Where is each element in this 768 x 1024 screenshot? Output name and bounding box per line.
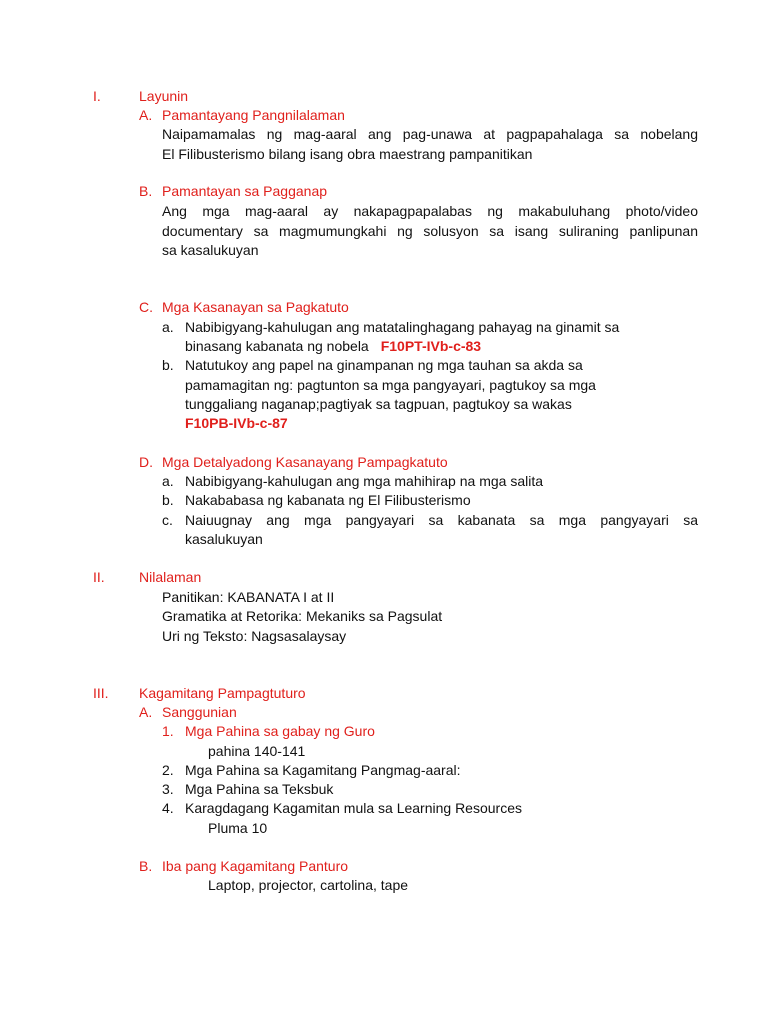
section-2-line3: Uri ng Teksto: Nagsasalaysay [162, 628, 347, 644]
section-1d-item-b-text: Nakababasa ng kabanata ng El Filibusterismo [185, 492, 471, 508]
section-1a-line1: Naipamamalas ng mag-aaral ang pag-unawa at pagpapahalaga sa nobelang [162, 126, 698, 142]
section-1d-item-c-label: c. [162, 512, 173, 528]
section-1d-item-a-label: a. [162, 473, 174, 489]
section-2-numeral: II. [93, 569, 105, 585]
section-1b-line3: sa kasalukuyan [162, 242, 259, 258]
section-3a-item4-text: Karagdagang Kagamitan mula sa Learning Resources [185, 800, 522, 816]
section-3a-item3-text: Mga Pahina sa Teksbuk [185, 781, 334, 797]
section-1c-item-a-label: a. [162, 319, 174, 335]
section-3a-item4-sub: Pluma 10 [208, 820, 268, 836]
section-1a-title: Pamantayang Pangnilalaman [162, 107, 345, 123]
section-2-title: Nilalaman [139, 569, 202, 585]
section-3b-title: Iba pang Kagamitang Panturo [162, 858, 349, 874]
section-1-title: Layunin [139, 88, 189, 104]
section-3a-title: Sanggunian [162, 704, 237, 720]
section-1d-item-b-label: b. [162, 492, 174, 508]
section-1c-item-b-line3: tunggaliang naganap;pagtiyak sa tagpuan, pagtukoy sa wakas [185, 396, 572, 412]
section-1a-line2: El Filibusterismo bilang isang obra maestrang pampanitikan [162, 146, 533, 162]
section-1a-label: A. [139, 107, 153, 123]
section-3a-item2-text: Mga Pahina sa Kagamitang Pangmag-aaral: [185, 762, 461, 778]
section-1d-item-a-text: Nabibigyang-kahulugan ang mga mahihirap na mga salita [185, 473, 544, 489]
section-1c-item-a-text: binasang kabanata ng nobela [185, 338, 369, 354]
section-2-line2: Gramatika at Retorika: Mekaniks sa Pagsulat [162, 608, 443, 624]
section-1c-title: Mga Kasanayan sa Pagkatuto [162, 299, 349, 315]
section-1c-label: C. [139, 299, 153, 315]
section-1d-title: Mga Detalyadong Kasanayang Pampagkatuto [162, 454, 448, 470]
section-3a-item2-label: 2. [162, 762, 174, 778]
section-1-numeral: I. [93, 88, 101, 104]
competency-code: F10PT-IVb-c-83 [380, 338, 482, 354]
section-3a-item1-text: Mga Pahina sa gabay ng Guro [185, 723, 375, 739]
section-1d-item-c-line2: kasalukuyan [185, 531, 263, 547]
section-1b-line1: Ang mga mag-aaral ay nakapagpapalabas ng makabuluhang photo/video [162, 203, 698, 219]
section-1c-item-b-label: b. [162, 357, 174, 373]
section-1b-label: B. [139, 183, 153, 199]
section-3-numeral: III. [93, 685, 109, 701]
section-1c-item-a-line1: Nabibigyang-kahulugan ang matatalinghagang pahayag na ginamit sa [185, 319, 620, 335]
section-3-title: Kagamitang Pampagtuturo [139, 685, 306, 701]
section-1b-line2: documentary sa magmumungkahi ng solusyon sa isang suliraning panlipunan [162, 223, 698, 239]
section-1c-item-b-line1: Natutukoy ang papel na ginampanan ng mga tauhan sa akda sa [185, 357, 583, 373]
section-3b-line1: Laptop, projector, cartolina, tape [208, 877, 409, 893]
competency-code: F10PB-IVb-c-87 [185, 415, 288, 431]
section-1d-item-c-line1: Naiuugnay ang mga pangyayari sa kabanata sa mga pangyayari sa [185, 512, 698, 528]
section-1c-item-b-line2: pamamagitan ng: pagtunton sa mga pangyayari, pagtukoy sa mga [185, 377, 596, 393]
section-2-line1: Panitikan: KABANATA I at II [162, 589, 335, 605]
section-3a-item1-label: 1. [162, 723, 174, 739]
section-3a-item3-label: 3. [162, 781, 174, 797]
section-3a-label: A. [139, 704, 153, 720]
section-1d-label: D. [139, 454, 153, 470]
section-3b-label: B. [139, 858, 153, 874]
section-3a-item1-sub: pahina 140-141 [208, 743, 306, 759]
section-3a-item4-label: 4. [162, 800, 174, 816]
section-1c-item-a-line2 [185, 337, 481, 356]
section-1b-title: Pamantayan sa Pagganap [162, 183, 328, 199]
